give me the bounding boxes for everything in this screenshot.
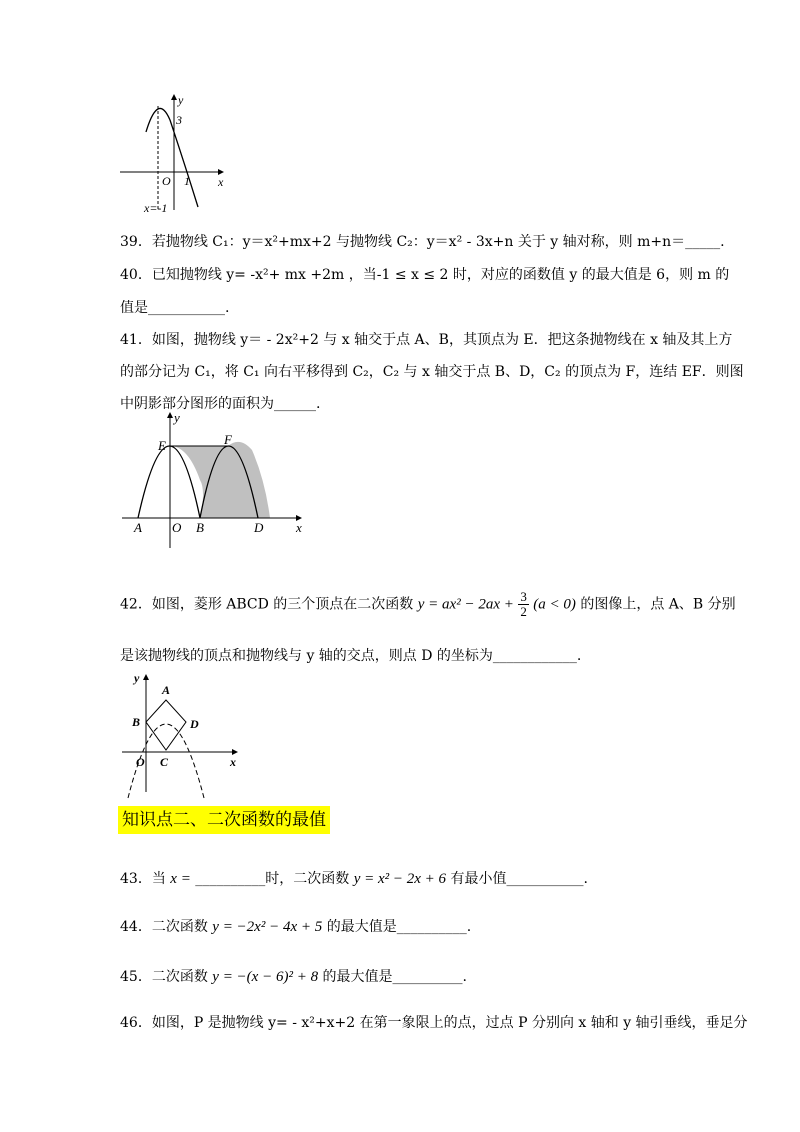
q42-fraction <box>518 590 529 619</box>
fig1-three-label: 3 <box>176 113 182 127</box>
fig1-axis-label: x=-1 <box>144 201 168 215</box>
fig2-f-label: F <box>224 432 232 447</box>
q44-formula: y = −2x² − 4x + 5 <box>212 919 323 935</box>
fig2-y-label: y <box>174 410 180 425</box>
q42-suffix: 的图像上，点 A、B 分别 <box>580 596 736 613</box>
q43-suffix: 有最小值___________. <box>450 871 588 887</box>
question-39: 39．若抛物线 C₁：y＝x²+mx+2 与抛物线 C₂：y＝x² - 3x+n 关于 y 轴对称，则 m+n＝_____. <box>120 234 725 250</box>
q45-prefix: 45．二次函数 <box>120 969 208 985</box>
q43-formula2: y = x² − 2x + 6 <box>353 871 447 887</box>
q43-formula1: x = <box>170 871 191 887</box>
figure-parabola-axis-x-minus-1 <box>118 92 228 217</box>
fig3-d-label: D <box>190 717 199 731</box>
fig1-x-label: x <box>218 175 224 189</box>
fig2-a-label: A <box>134 520 142 535</box>
question-40-line1: 40．已知抛物线 y= -x²+ mx +2m ，当-1 ≤ x ≤ 2 时，对应的函数值 y 的最大值是 6，则 m 的 <box>120 267 730 283</box>
fig3-c-label: C <box>160 755 169 769</box>
fig3-o-label: O <box>136 755 145 769</box>
q42-frac-den: 2 <box>520 604 527 619</box>
fig2-d-label: D <box>254 520 264 535</box>
q45-suffix: 的最大值是__________. <box>322 969 467 985</box>
question-43 <box>120 866 588 892</box>
fig2-e-label: E <box>158 438 166 453</box>
question-41-line3: 中阴影部分图形的面积为______. <box>120 396 321 412</box>
q44-prefix: 44．二次函数 <box>120 919 208 935</box>
fig1-origin-label: O <box>162 174 171 188</box>
section-heading: 知识点二、二次函数的最值 <box>118 806 330 834</box>
fig3-b-label: B <box>132 715 141 729</box>
figure-rhombus-parabola <box>120 670 250 800</box>
question-41-line2: 的部分记为 C₁，将 C₁ 向右平移得到 C₂，C₂ 与 x 轴交于点 B、D，C₂ 的顶点为 F，连结 EF．则图 <box>120 364 744 380</box>
q42-formula-left: y = ax² − 2ax + <box>417 596 514 613</box>
fig3-a-label: A <box>162 683 171 697</box>
fig2-o-label: O <box>172 520 182 535</box>
q42-formula-right: (a < 0) <box>533 596 576 613</box>
fig2-b-label: B <box>196 520 204 535</box>
q43-blank: __________时，二次函数 <box>195 871 350 887</box>
fig2-x-label: x <box>296 520 302 535</box>
q42-frac-num: 3 <box>520 589 527 604</box>
fig3-y-label: y <box>134 671 140 685</box>
question-46: 46．如图，P 是抛物线 y= - x²+x+2 在第一象限上的点，过点 P 分别向 x 轴和 y 轴引垂线，垂足分 <box>120 1015 748 1031</box>
question-42-line1 <box>120 590 736 619</box>
question-40-line2: 值是___________. <box>120 300 230 316</box>
fig1-y-label: y <box>178 93 184 107</box>
fig1-one-label: 1 <box>184 174 190 188</box>
question-42-line2: 是该抛物线的顶点和抛物线与 y 轴的交点，则点 D 的坐标为____________. <box>120 648 582 664</box>
question-41-line1: 41．如图，抛物线 y＝ - 2x²+2 与 x 轴交于点 A、B，其顶点为 E．把这条抛物线在 x 轴及其上方 <box>120 332 733 348</box>
question-45 <box>120 964 467 990</box>
q45-formula: y = −(x − 6)² + 8 <box>212 969 319 985</box>
figure-shaded-parabolas <box>120 410 310 550</box>
q42-prefix: 42．如图，菱形 ABCD 的三个顶点在二次函数 <box>120 596 414 613</box>
question-44 <box>120 914 471 940</box>
q43-prefix: 43．当 <box>120 871 166 887</box>
fig3-x-label: x <box>230 755 236 769</box>
q44-suffix: 的最大值是__________. <box>326 919 472 935</box>
